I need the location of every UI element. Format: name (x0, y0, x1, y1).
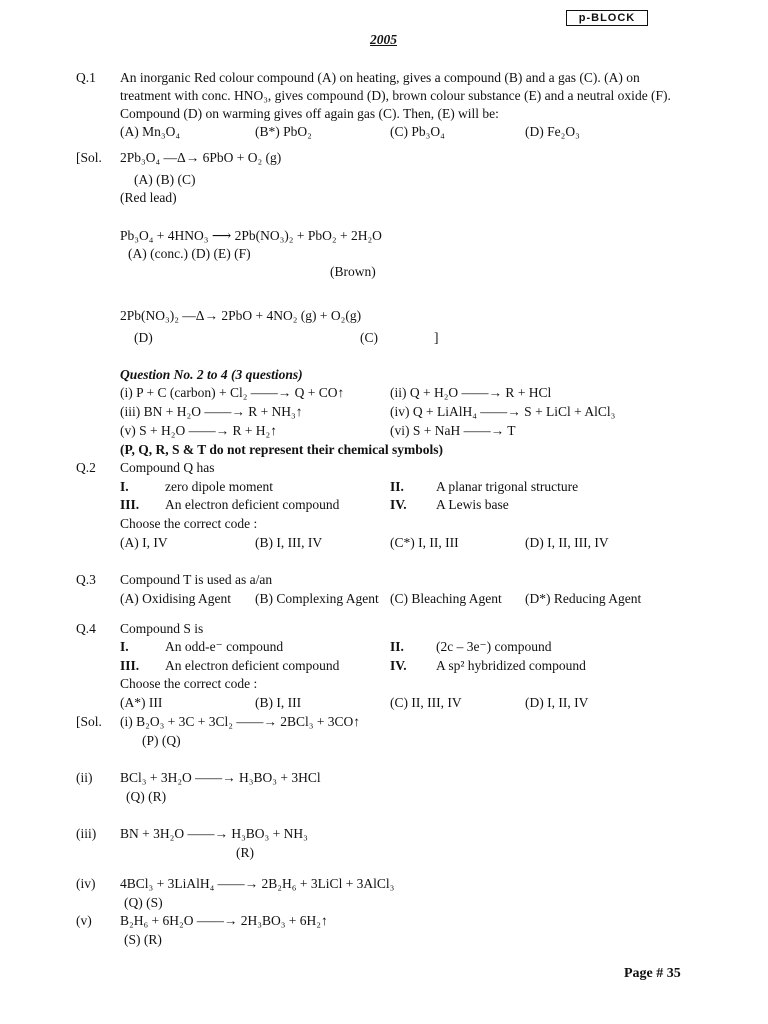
sol2-eq-ii: BCl₃ + 3H₂O ——→ H₃BO₃ + 3HCl (120, 770, 321, 785)
q1-text-line2: treatment with conc. HNO₃, gives compound (D), brown colour substance (E) and a neutral oxide (F). (120, 88, 671, 103)
q1-option-d: (D) Fe₂O₃ (525, 124, 580, 139)
sol2-eq-ii-num: (ii) (76, 770, 93, 785)
question-group-heading: Question No. 2 to 4 (3 questions) (120, 367, 303, 382)
q4-stem: Compound S is (120, 621, 204, 636)
sol2-eq-v-num: (v) (76, 913, 92, 928)
q2-stem: Compound Q has (120, 460, 215, 475)
q2-number: Q.2 (76, 460, 96, 475)
sol2-eq-iii-labels: (R) (236, 845, 254, 860)
q4-stmt-ii: (2c – 3e⁻) compound (436, 639, 552, 654)
q4-stmt-iii: An electron deficient compound (165, 658, 340, 673)
q2-option-d: (D) I, II, III, IV (525, 535, 609, 550)
q2-stmt-i: zero dipole moment (165, 479, 273, 494)
q2-choose: Choose the correct code : (120, 516, 258, 531)
q4-option-d: (D) I, II, IV (525, 695, 589, 710)
sol1-close: ] (434, 330, 439, 345)
sol1-eq3-c: (C) (360, 330, 378, 345)
sol2-eq-iv-num: (iv) (76, 876, 96, 891)
q4-stmt-iv-num: IV. (390, 658, 407, 673)
sol2-eq-iii: BN + 3H₂O ——→ H₃BO₃ + NH₃ (120, 826, 308, 841)
q3-stem: Compound T is used as a/an (120, 572, 273, 587)
q1-number: Q.1 (76, 70, 96, 85)
sol2-eq-iii-num: (iii) (76, 826, 97, 841)
q4-choose: Choose the correct code : (120, 676, 258, 691)
year-heading: 2005 (370, 32, 397, 47)
sol2-eq-ii-labels: (Q) (R) (126, 789, 167, 804)
reaction-iii: (iii) BN + H₂O ——→ R + NH₃↑ (120, 404, 303, 419)
q2-stmt-ii: A planar trigonal structure (436, 479, 579, 494)
q4-number: Q.4 (76, 621, 96, 636)
sol1-eq2-labels: (A) (conc.) (D) (E) (F) (128, 246, 251, 261)
section-tag: p-BLOCK (566, 10, 648, 26)
q3-option-b: (B) Complexing Agent (255, 591, 379, 606)
q2-stmt-iv-num: IV. (390, 497, 407, 512)
sol1-eq2-brown: (Brown) (330, 264, 376, 279)
q2-stmt-i-num: I. (120, 479, 129, 494)
sol2-eq-iv-labels: (Q) (S) (124, 895, 163, 910)
reaction-ii: (ii) Q + H₂O ——→ R + HCl (390, 385, 552, 400)
q1-option-c: (C) Pb₃O₄ (390, 124, 445, 139)
sol2-eq-v: B₂H₆ + 6H₂O ——→ 2H₃BO₃ + 6H₂↑ (120, 913, 328, 928)
q4-stmt-i: An odd-e⁻ compound (165, 639, 284, 654)
q2-stmt-iii: An electron deficient compound (165, 497, 340, 512)
sol1-eq1-note: (Red lead) (120, 190, 177, 205)
q4-stmt-i-num: I. (120, 639, 129, 654)
q3-option-a: (A) Oxidising Agent (120, 591, 231, 606)
q2-option-a: (A) I, IV (120, 535, 168, 550)
q4-option-a: (A*) III (120, 695, 163, 710)
q3-number: Q.3 (76, 572, 96, 587)
sol2-eq-v-labels: (S) (R) (124, 932, 162, 947)
sol1-eq3: 2Pb(NO₃)₂ —Δ→ 2PbO + 4NO₂ (g) + O₂(g) (120, 308, 362, 323)
q4-stmt-iv: A sp² hybridized compound (436, 658, 586, 673)
sol1-eq2: Pb₃O₄ + 4HNO₃ ⟶ 2Pb(NO₃)₂ + PbO₂ + 2H₂O (120, 228, 382, 243)
q4-stmt-ii-num: II. (390, 639, 404, 654)
page-number: Page # 35 (624, 966, 681, 981)
reaction-vi: (vi) S + NaH ——→ T (390, 423, 516, 438)
q2-stmt-iii-num: III. (120, 497, 140, 512)
q1-option-b: (B*) PbO₂ (255, 124, 312, 139)
reaction-v: (v) S + H₂O ——→ R + H₂↑ (120, 423, 278, 438)
q4-option-c: (C) II, III, IV (390, 695, 462, 710)
q2-stmt-ii-num: II. (390, 479, 404, 494)
reaction-i: (i) P + C (carbon) + Cl₂ ——→ Q + CO↑ (120, 385, 345, 400)
reaction-iv: (iv) Q + LiAlH₄ ——→ S + LiCl + AlCl₃ (390, 404, 616, 419)
q3-option-c: (C) Bleaching Agent (390, 591, 502, 606)
sol2-eq-iv: 4BCl₃ + 3LiAlH₄ ——→ 2B₂H₆ + 3LiCl + 3AlCl₃ (120, 876, 395, 891)
q2-stmt-iv: A Lewis base (436, 497, 509, 512)
sol2-eq-i-labels: (P) (Q) (142, 733, 181, 748)
symbols-note: (P, Q, R, S & T do not represent their chemical symbols) (120, 442, 444, 457)
q1-text-line3: Compound (D) on warming gives off again gas (C). Then, (E) will be: (120, 106, 499, 121)
q4-stmt-iii-num: III. (120, 658, 140, 673)
sol1-eq1: 2Pb₃O₄ —Δ→ 6PbO + O₂ (g) (120, 150, 282, 165)
q1-text-line1: An inorganic Red colour compound (A) on heating, gives a compound (B) and a gas (C). (A) on (120, 70, 640, 85)
q1-option-a: (A) Mn₃O₄ (120, 124, 181, 139)
sol2-eq-i: (i) B₂O₃ + 3C + 3Cl₂ ——→ 2BCl₃ + 3CO↑ (120, 714, 361, 729)
q4-option-b: (B) I, III (255, 695, 302, 710)
q2-option-c: (C*) I, II, III (390, 535, 459, 550)
sol1-eq3-d: (D) (134, 330, 153, 345)
sol1-eq1-labels: (A) (B) (C) (134, 172, 196, 187)
sol2-label: [Sol. (76, 714, 102, 729)
q3-option-d: (D*) Reducing Agent (525, 591, 642, 606)
sol1-label: [Sol. (76, 150, 102, 165)
q2-option-b: (B) I, III, IV (255, 535, 323, 550)
